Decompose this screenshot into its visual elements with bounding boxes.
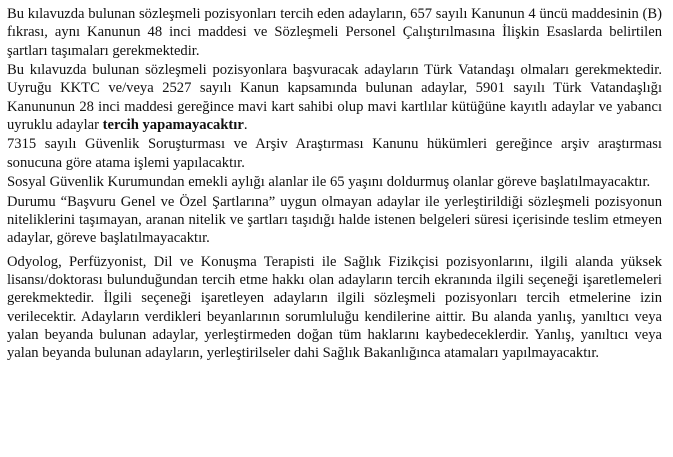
paragraph-security-investigation <box>7 135 662 172</box>
paragraph-special-positions <box>7 253 662 363</box>
paragraph-eligibility-conditions <box>7 5 662 60</box>
paragraph-text: Bu kılavuzda bulunan sözleşmeli pozisyonları tercih eden adayların, 657 sayılı Kanunun 4 üncü maddesinin (B) fıkrası, aynı Kanunun 48 inci maddesi ve Sözleşmeli Personel Çalıştırılmasına İlişkin Esaslarda belirtilen şartları taşımaları gerekmektedir. <box>7 6 662 59</box>
paragraph-citizenship-requirement <box>7 61 662 134</box>
paragraph-text: 7315 sayılı Güvenlik Soruşturması ve Arşiv Araştırması Kanunu hükümleri gereğince arşiv araştırması sonucuna göre atama işlemi yapılacaktır. <box>7 136 662 171</box>
paragraph-text: Odyolog, Perfüzyonist, Dil ve Konuşma Terapisti ile Sağlık Fizikçisi pozisyonlarını, ilgili alanda yüksek lisansı/doktorası bulunduğundan tercih etme hakkı olan adayların tercih ekranında ilgili seçeneği işaretlemeleri gerekmektedir. İlgili seçeneği işaretleyen adayların ilgili sözleşmeli pozisyonları tercih etmelerine izin verilecektir. Adayların verdikleri beyanlarının sorumluluğu kendilerine aittir. Bu alanda yanlış, yanıltıcı veya yalan beyanda bulunan adaylar, yerleştirmeden doğan tüm haklarını kaybedeceklerdir. Yanlış, yanıltıcı veya yalan beyanda bulunan adayların, yerleştirilseler dahi Sağlık Bakanlığınca atamaları yapılmayacaktır. <box>7 253 662 362</box>
emphasis-text: tercih yapamayacaktır <box>102 116 244 133</box>
paragraph-retirement-age <box>7 173 662 191</box>
paragraph-document-submission <box>7 193 662 248</box>
paragraph-text: Sosyal Güvenlik Kurumundan emekli aylığı alanlar ile 65 yaşını doldurmuş olanlar göreve başlatılmayacaktır. <box>7 174 651 191</box>
paragraph-text: Bu kılavuzda bulunan sözleşmeli pozisyonlara başvuracak adayların Türk Vatandaşı olmaları gerekmektedir. Uyruğu KKTC ve/veya 2527 sayılı Kanun kapsamında bulunan adaylar, 5901 sayılı Türk Vatandaşlığı Kanununun 28 inci maddesi gereğince mavi kart sahibi olup mavi kartlılar kütüğüne kayıtlı adaylar ve yabancı uyruklu adaylar <box>7 62 662 133</box>
paragraph-text: Durumu “Başvuru Genel ve Özel Şartlarına” uygun olmayan adaylar ile yerleştirildiği sözleşmeli pozisyonun niteliklerini taşımayan, aranan nitelik ve şartları taşıdığı halde istenen belgeleri süresi içerisinde teslim etmeyen adaylar, göreve başlatılmayacaktır. <box>7 193 662 247</box>
paragraph-text: . <box>243 116 248 133</box>
